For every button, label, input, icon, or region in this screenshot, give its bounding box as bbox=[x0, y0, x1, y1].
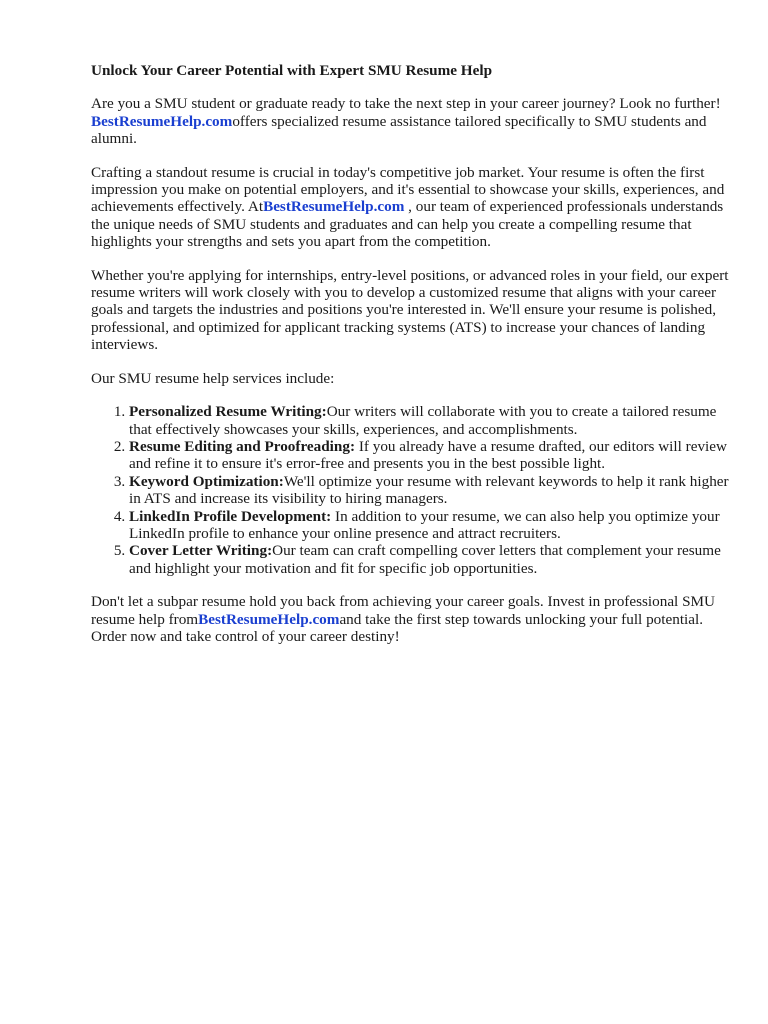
service-term: Resume Editing and Proofreading: bbox=[129, 437, 356, 455]
intro-text-a: Are you a SMU student or graduate ready to take the next step in your career journey? Look no further! bbox=[91, 95, 721, 113]
service-term: Personalized Resume Writing: bbox=[129, 403, 327, 421]
service-text: We'll optimize your resume with relevant keywords to help it rank higher in ATS and increase its visibility to hiring managers. bbox=[129, 472, 729, 508]
crafting-link[interactable]: BestResumeHelp.com bbox=[263, 198, 405, 216]
intro-link[interactable]: BestResumeHelp.com bbox=[91, 112, 233, 130]
service-item-editing bbox=[129, 438, 731, 473]
closing-link[interactable]: BestResumeHelp.com bbox=[198, 610, 340, 628]
service-text: In addition to your resume, we can also help you optimize your LinkedIn profile to enhance your online presence and attract recruiters. bbox=[129, 507, 720, 542]
service-term: Cover Letter Writing: bbox=[129, 542, 273, 560]
crafting-text-a: Crafting a standout resume is crucial in today's competitive job market. Your resume is often the first impression you make on potential employers, and it's essential to showcase your skills, experiences, and achievements effectively. At bbox=[91, 163, 725, 216]
document-page bbox=[91, 62, 731, 661]
intro-text-b: offers specialized resume assistance tailored specifically to SMU students and alumni. bbox=[91, 112, 707, 148]
intro-paragraph bbox=[91, 95, 731, 147]
service-text: Our writers will collaborate with you to create a tailored resume that effectively showcases your skills, experiences, and accomplishments. bbox=[129, 403, 717, 438]
services-list bbox=[91, 403, 731, 577]
service-text: If you already have a resume drafted, our editors will review and refine it to ensure it's error-free and presents you in the best possible light. bbox=[129, 437, 727, 473]
crafting-text-b: , our team of experienced professionals understands the unique needs of SMU students and graduates and can help you create a compelling resume that highlights your strengths and sets you apart from the competition. bbox=[91, 198, 724, 251]
closing-text-b: and take the first step towards unlocking your full potential. Order now and take control of your career destiny! bbox=[91, 610, 704, 645]
service-item-linkedin bbox=[129, 508, 731, 543]
services-intro: Our SMU resume help services include: bbox=[91, 369, 335, 387]
service-item-cover-letter bbox=[129, 542, 731, 577]
service-item-writing bbox=[129, 403, 731, 438]
service-text: Our team can craft compelling cover letters that complement your resume and highlight your motivation and fit for specific job opportunities. bbox=[129, 542, 721, 577]
crafting-paragraph bbox=[91, 164, 731, 251]
service-item-keyword bbox=[129, 473, 731, 508]
service-term: LinkedIn Profile Development: bbox=[129, 507, 332, 525]
document-title: Unlock Your Career Potential with Expert SMU Resume Help bbox=[91, 62, 493, 79]
applying-paragraph: Whether you're applying for internships, entry-level positions, or advanced roles in your field, our expert resume writers will work closely with you to develop a customized resume that aligns with your career goals and targets the industries and positions you're interested in. We'll ensure your resume is polished, professional, and optimized for applicant tracking systems (ATS) to increase your chances of landing interviews. bbox=[91, 266, 729, 354]
service-term: Keyword Optimization: bbox=[129, 472, 284, 490]
closing-paragraph bbox=[91, 593, 731, 645]
closing-text-a: Don't let a subpar resume hold you back from achieving your career goals. Invest in professional SMU resume help from bbox=[91, 593, 715, 628]
